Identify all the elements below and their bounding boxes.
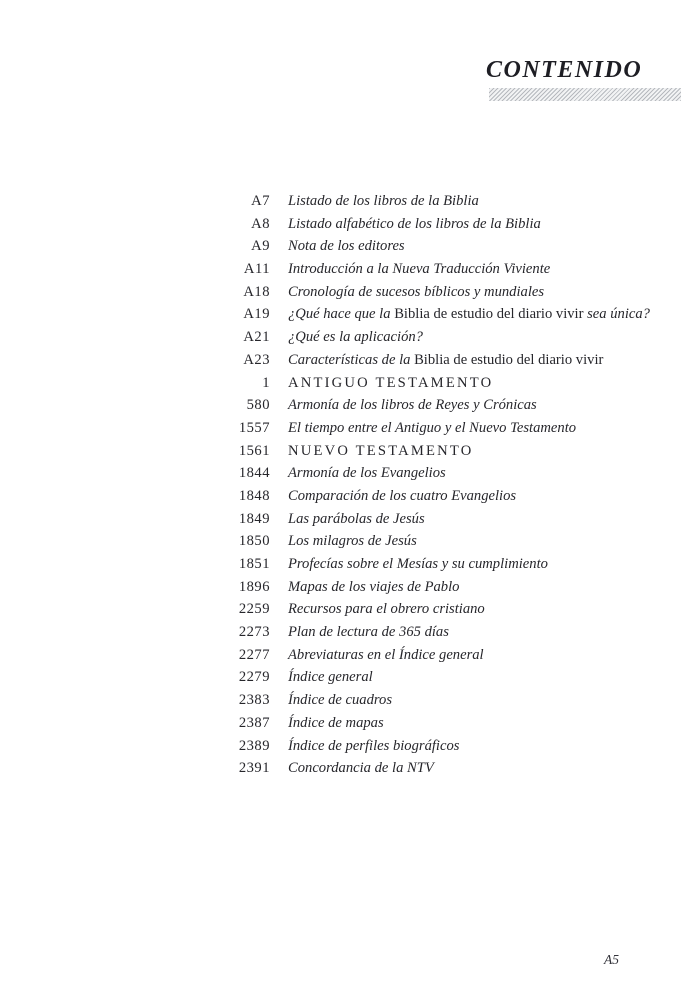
toc-entry-title-segment: ¿Qué es la aplicación?: [288, 329, 423, 346]
toc-entry: [205, 440, 655, 463]
toc-entry: [205, 644, 655, 667]
toc-entry-title-segment: Nota de los editores: [288, 238, 405, 255]
toc-entry-page-number: A7: [251, 193, 270, 209]
toc-entry-title: [288, 372, 655, 395]
toc-entry-title: [288, 281, 655, 304]
toc-entry-title-segment: El tiempo entre el Antiguo y el Nuevo Testamento: [288, 419, 577, 436]
toc-entry: [205, 372, 655, 395]
toc-entry-title-segment: ¿Qué hace que la: [288, 306, 395, 323]
toc-entry: [205, 258, 655, 281]
toc-entry-title-segment: Abreviaturas en el Índice general: [288, 646, 484, 663]
toc-entry: [205, 666, 655, 689]
toc-entry-title-segment: Concordancia de la NTV: [288, 760, 434, 777]
toc-entry-title-segment: Introducción a la Nueva Traducción Viviente: [288, 261, 551, 278]
toc-entry-title: [288, 553, 655, 576]
toc-entry: [205, 598, 655, 621]
toc-entry: [205, 349, 655, 372]
toc-entry-title-segment: Mapas de los viajes de Pablo: [288, 578, 460, 595]
toc-entry-title: [288, 712, 655, 735]
toc-entry: [205, 190, 655, 213]
toc-entry-page-number: 2389: [238, 737, 270, 754]
toc-entry-page-number: A11: [243, 261, 270, 278]
toc-entry-title: [288, 190, 655, 213]
toc-entry: [205, 303, 655, 326]
toc-entry-page-number: 1: [262, 374, 270, 391]
toc-entry: [205, 326, 655, 349]
toc-entry-title-segment: ANTIGUO TESTAMENTO: [288, 374, 494, 391]
toc-entry-title-segment: Biblia de estudio del diario vivir: [414, 351, 604, 368]
toc-entry: [205, 508, 655, 531]
toc-entry-page-number: 1850: [238, 533, 270, 550]
toc-entry-page-number: A9: [251, 238, 270, 255]
toc-entry-title-segment: Profecías sobre el Mesías y su cumplimiento: [288, 556, 548, 572]
toc-entry-page-number: 1557: [238, 419, 270, 436]
toc-entry-page-number: 580: [246, 397, 270, 414]
toc-entry-title-segment: Plan de lectura de 365 días: [288, 624, 449, 641]
toc-entry-title-segment: Armonía de los Evangelios: [288, 465, 446, 482]
toc-entry-page-number: 2273: [238, 624, 270, 641]
toc-entry-title-segment: Los milagros de Jesús: [288, 533, 417, 550]
toc-entry-title-segment: Características de la: [288, 351, 415, 368]
toc-entry-title: [288, 530, 655, 553]
toc-entry-page-number: 2277: [238, 646, 270, 663]
toc-entry: [205, 485, 655, 508]
toc-entry: [205, 462, 655, 485]
toc-entry-page-number: 1844: [238, 465, 270, 482]
toc-entry-title-segment: Recursos para el obrero cristiano: [288, 601, 485, 618]
toc-entry-page-number: 1561: [238, 442, 270, 459]
toc-entry-page-number: 2259: [238, 601, 270, 618]
table-of-contents: [205, 190, 655, 780]
toc-entry-title: [288, 689, 655, 712]
toc-entry-title: [288, 644, 655, 667]
toc-entry-title-segment: Índice de cuadros: [288, 692, 393, 709]
toc-entry-page-number: A8: [251, 215, 270, 232]
toc-entry: [205, 712, 655, 735]
toc-entry-title-segment: Biblia de estudio del diario vivir: [394, 306, 584, 323]
toc-entry-page-number: 2391: [238, 760, 270, 777]
toc-entry-title-segment: Índice general: [288, 669, 373, 686]
toc-entry-title-segment: Cronología de sucesos bíblicos y mundiales: [288, 283, 545, 300]
toc-entry-title: [288, 576, 655, 599]
toc-entry-title: [288, 349, 655, 372]
toc-entry-page-number: 1896: [238, 578, 270, 595]
toc-entry-title-segment: Índice de mapas: [288, 714, 384, 731]
toc-entry-title-segment: NUEVO TESTAMENTO: [288, 442, 474, 459]
toc-entry-title: [288, 440, 655, 463]
toc-entry: [205, 735, 655, 758]
toc-entry-title: [288, 508, 655, 531]
toc-entry-page-number: 2387: [238, 714, 270, 731]
toc-entry-page-number: A21: [243, 329, 270, 346]
toc-entry-title: [288, 621, 655, 644]
toc-entry: [205, 417, 655, 440]
toc-entry-title: [288, 235, 655, 258]
toc-entry-page-number: A23: [243, 351, 270, 368]
toc-entry: [205, 530, 655, 553]
toc-entry-page-number: A18: [243, 283, 270, 300]
toc-entry: [205, 553, 655, 576]
toc-entry-page-number: 1848: [238, 487, 270, 504]
toc-entry-title: [288, 326, 655, 349]
toc-entry: [205, 621, 655, 644]
toc-entry: [205, 394, 655, 417]
toc-entry-title: [288, 462, 655, 485]
toc-entry: [205, 213, 655, 236]
toc-entry-title: [288, 258, 655, 281]
toc-entry-title-segment: Listado de los libros de la Biblia: [288, 193, 479, 209]
toc-entry-title-segment: Listado alfabético de los libros de la Biblia: [288, 215, 541, 232]
toc-entry-title-segment: Comparación de los cuatro Evangelios: [288, 487, 517, 504]
hatch-rule: [489, 88, 681, 101]
toc-entry-title: [288, 213, 655, 236]
toc-entry: [205, 235, 655, 258]
toc-entry-page-number: A19: [243, 306, 270, 323]
toc-entry: [205, 757, 655, 780]
toc-entry-page-number: 2279: [238, 669, 270, 686]
toc-entry-title: [288, 303, 655, 326]
toc-entry-title: [288, 757, 655, 780]
toc-entry-title: [288, 598, 655, 621]
toc-entry-title-segment: Armonía de los libros de Reyes y Crónicas: [288, 397, 537, 414]
toc-entry: [205, 576, 655, 599]
toc-entry-title: [288, 417, 655, 440]
toc-entry-title: [288, 394, 655, 417]
folio-page-number: A5: [604, 952, 619, 967]
toc-entry-title-segment: Índice de perfiles biográficos: [288, 737, 460, 754]
toc-entry-title: [288, 485, 655, 508]
toc-entry-page-number: 1849: [238, 510, 270, 527]
toc-entry-title: [288, 735, 655, 758]
toc-entry: [205, 281, 655, 304]
toc-entry-title-segment: sea única?: [583, 306, 650, 323]
toc-entry-title: [288, 666, 655, 689]
toc-entry-page-number: 2383: [238, 692, 270, 709]
page-title: CONTENIDO: [486, 57, 643, 83]
toc-entry: [205, 689, 655, 712]
toc-entry-page-number: 1851: [238, 556, 270, 572]
toc-entry-title-segment: Las parábolas de Jesús: [288, 510, 425, 527]
